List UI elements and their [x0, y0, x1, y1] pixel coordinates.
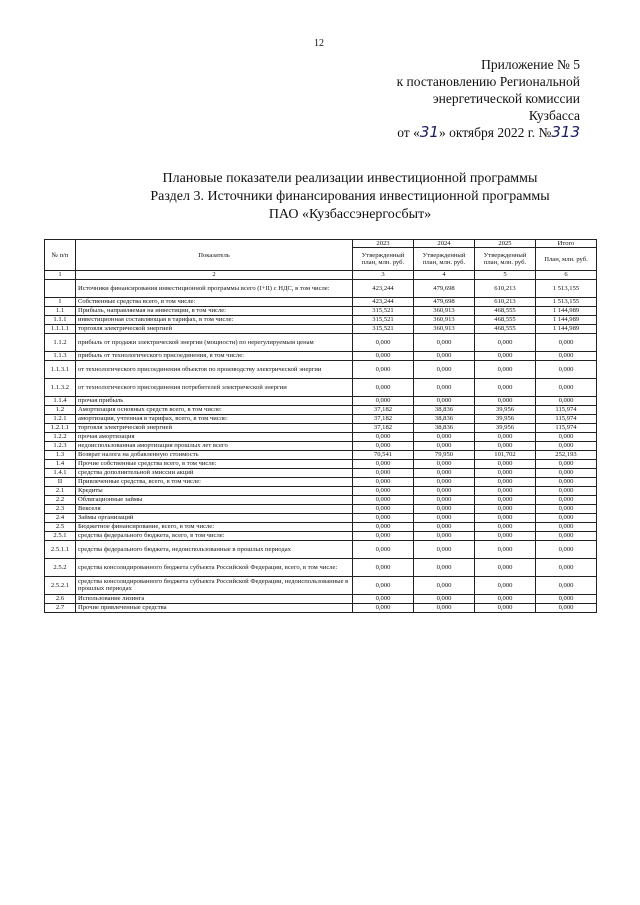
table-row — [45, 531, 597, 540]
row-indicator: торговля электрической энергией — [76, 423, 353, 432]
title-line-3: ПАО «Кузбассэнергосбыт» — [268, 207, 432, 222]
handwritten-day: 31 — [419, 123, 439, 141]
row-value: 0,000 — [414, 504, 475, 513]
table-row — [45, 360, 597, 378]
row-value: 479,698 — [414, 297, 475, 306]
row-value: 0,000 — [353, 432, 414, 441]
row-total: 0,000 — [536, 351, 597, 360]
row-total: 0,000 — [536, 432, 597, 441]
row-value: 360,913 — [414, 306, 475, 315]
row-number: 1.2 — [45, 405, 76, 414]
header-index: 3 — [353, 271, 414, 279]
row-total: 0,000 — [536, 513, 597, 522]
row-number: 2.1 — [45, 486, 76, 495]
row-number: II — [45, 477, 76, 486]
row-value: 0,000 — [414, 603, 475, 612]
row-value: 0,000 — [475, 576, 536, 594]
header-year: 2023 — [353, 240, 414, 248]
table-row — [45, 396, 597, 405]
row-number: 1.1.3.2 — [45, 378, 76, 396]
row-value: 0,000 — [475, 333, 536, 351]
row-value: 0,000 — [414, 540, 475, 558]
row-number: 1.1.3 — [45, 351, 76, 360]
row-indicator: Кредиты — [76, 486, 353, 495]
row-total: 0,000 — [536, 558, 597, 576]
row-total: 1 144,989 — [536, 306, 597, 315]
row-value: 315,521 — [353, 306, 414, 315]
row-indicator: Облигационные займы — [76, 495, 353, 504]
row-value: 39,956 — [475, 423, 536, 432]
row-value: 0,000 — [475, 468, 536, 477]
row-number: 1.1.2 — [45, 333, 76, 351]
header-sub: Утвержденный план, млн. руб. — [475, 248, 536, 271]
table-row — [45, 306, 597, 315]
handwritten-number: 313 — [551, 123, 580, 141]
row-indicator: средства федерального бюджета, недоиспользованные в прошлых периодах — [76, 540, 353, 558]
title-line-1: Плановые показатели реализации инвестиционной программы — [162, 171, 538, 186]
row-indicator: Амортизация основных средств всего, в том числе: — [76, 405, 353, 414]
header-total-sub: План, млн. руб. — [536, 248, 597, 271]
row-value: 0,000 — [414, 513, 475, 522]
row-value: 0,000 — [353, 477, 414, 486]
row-value: 0,000 — [353, 441, 414, 450]
row-number: 1.1.1 — [45, 315, 76, 324]
row-value: 0,000 — [353, 576, 414, 594]
row-value: 0,000 — [475, 441, 536, 450]
appendix-line-3: энергетической комиссии — [432, 91, 580, 106]
row-number: 1.1.1.1 — [45, 324, 76, 333]
row-value: 0,000 — [475, 531, 536, 540]
row-number: 2.5.2 — [45, 558, 76, 576]
table-row — [45, 315, 597, 324]
row-value: 0,000 — [353, 378, 414, 396]
row-indicator: прочая амортизация — [76, 432, 353, 441]
row-total: 115,974 — [536, 423, 597, 432]
row-number: 1.4 — [45, 459, 76, 468]
row-indicator: Займы организаций — [76, 513, 353, 522]
row-indicator: прочая прибыль — [76, 396, 353, 405]
table-row — [45, 324, 597, 333]
header-index: 6 — [536, 271, 597, 279]
row-indicator: Бюджетное финансирование, всего, в том числе: — [76, 522, 353, 531]
header-year: 2024 — [414, 240, 475, 248]
table-row — [45, 405, 597, 414]
row-total: 1 513,155 — [536, 297, 597, 306]
row-value: 37,182 — [353, 414, 414, 423]
row-total: 0,000 — [536, 333, 597, 351]
row-value: 610,213 — [475, 297, 536, 306]
row-indicator: инвестиционная составляющая в тарифах, в том числе: — [76, 315, 353, 324]
row-number: 2.5 — [45, 522, 76, 531]
row-value: 0,000 — [353, 522, 414, 531]
row-value: 315,521 — [353, 315, 414, 324]
table-row — [45, 576, 597, 594]
row-number: 2.7 — [45, 603, 76, 612]
title-line-2: Раздел 3. Источники финансирования инвестиционной программы — [150, 189, 550, 204]
row-indicator: средства консолидированного бюджета субъекта Российской Федерации, всего, в том числе: — [76, 558, 353, 576]
row-total: 1 513,155 — [536, 279, 597, 297]
row-total: 0,000 — [536, 603, 597, 612]
row-indicator: Собственные средства всего, в том числе: — [76, 297, 353, 306]
row-value: 0,000 — [353, 459, 414, 468]
row-total: 0,000 — [536, 495, 597, 504]
row-value: 0,000 — [353, 558, 414, 576]
row-value: 0,000 — [475, 351, 536, 360]
table-row — [45, 513, 597, 522]
row-value: 0,000 — [414, 558, 475, 576]
row-value: 0,000 — [475, 396, 536, 405]
table-row — [45, 450, 597, 459]
row-value: 70,541 — [353, 450, 414, 459]
table-row — [45, 486, 597, 495]
row-value: 0,000 — [353, 504, 414, 513]
row-number: 2.2 — [45, 495, 76, 504]
row-number: 1.1 — [45, 306, 76, 315]
row-value: 0,000 — [353, 396, 414, 405]
row-total: 0,000 — [536, 360, 597, 378]
row-value: 0,000 — [475, 486, 536, 495]
row-value: 423,244 — [353, 297, 414, 306]
row-total: 0,000 — [536, 459, 597, 468]
row-value: 0,000 — [475, 378, 536, 396]
row-total: 115,974 — [536, 405, 597, 414]
row-total: 0,000 — [536, 396, 597, 405]
row-value: 0,000 — [475, 459, 536, 468]
table-row — [45, 495, 597, 504]
row-value: 315,521 — [353, 324, 414, 333]
row-total: 115,974 — [536, 414, 597, 423]
header-year: 2025 — [475, 240, 536, 248]
row-value: 0,000 — [414, 360, 475, 378]
row-number: 2.4 — [45, 513, 76, 522]
row-value: 0,000 — [475, 603, 536, 612]
row-value: 468,555 — [475, 306, 536, 315]
row-indicator: прибыль от технологического присоединения, в том числе: — [76, 351, 353, 360]
row-indicator: Прочие привлеченные средства — [76, 603, 353, 612]
row-number: 1.4.1 — [45, 468, 76, 477]
row-value: 0,000 — [414, 459, 475, 468]
row-value: 101,702 — [475, 450, 536, 459]
row-value: 0,000 — [414, 333, 475, 351]
row-value: 610,213 — [475, 279, 536, 297]
row-total: 252,193 — [536, 450, 597, 459]
row-number: 2.3 — [45, 504, 76, 513]
row-total: 0,000 — [536, 531, 597, 540]
table-row — [45, 603, 597, 612]
header-indicator: Показатель — [76, 240, 353, 271]
row-value: 38,836 — [414, 423, 475, 432]
row-value: 468,555 — [475, 324, 536, 333]
header-index: 1 — [45, 271, 76, 279]
appendix-line-1: Приложение № 5 — [481, 57, 580, 72]
row-indicator: Использование лизинга — [76, 594, 353, 603]
row-value: 0,000 — [475, 522, 536, 531]
table-row — [45, 441, 597, 450]
row-indicator: Прибыль, направляемая на инвестиции, в том числе: — [76, 306, 353, 315]
row-value: 0,000 — [475, 558, 536, 576]
row-indicator: Векселя — [76, 504, 353, 513]
row-value: 0,000 — [414, 522, 475, 531]
row-value: 423,244 — [353, 279, 414, 297]
row-total: 0,000 — [536, 486, 597, 495]
row-value: 38,836 — [414, 405, 475, 414]
row-number — [45, 279, 76, 297]
row-value: 0,000 — [414, 441, 475, 450]
table-row — [45, 279, 597, 297]
date-middle: » октября 2022 г. № — [438, 125, 552, 140]
row-number: 1.3 — [45, 450, 76, 459]
row-indicator: от технологического присоединения объектов по производству электрической энергии — [76, 360, 353, 378]
table-body — [45, 279, 597, 612]
row-indicator: Источники финансирования инвестиционной программы всего (I+II) с НДС, в том числе: — [76, 279, 353, 297]
row-indicator: средства федерального бюджета, всего, в том числе: — [76, 531, 353, 540]
row-total: 0,000 — [536, 540, 597, 558]
row-number: 2.6 — [45, 594, 76, 603]
table-row — [45, 594, 597, 603]
row-total: 0,000 — [536, 441, 597, 450]
row-indicator: амортизация, учтенная в тарифах, всего, в том числе: — [76, 414, 353, 423]
row-total: 0,000 — [536, 477, 597, 486]
row-number: 2.5.2.1 — [45, 576, 76, 594]
table-row — [45, 459, 597, 468]
row-total: 0,000 — [536, 594, 597, 603]
row-value: 0,000 — [414, 432, 475, 441]
row-value: 0,000 — [353, 333, 414, 351]
row-total: 0,000 — [536, 378, 597, 396]
row-indicator: от технологического присоединения потребителей электрической энергии — [76, 378, 353, 396]
row-value: 479,698 — [414, 279, 475, 297]
row-value: 0,000 — [414, 531, 475, 540]
appendix-date-line — [350, 124, 580, 141]
row-number: 2.5.1.1 — [45, 540, 76, 558]
row-indicator: Возврат налога на добавленную стоимость — [76, 450, 353, 459]
financing-table — [44, 239, 597, 613]
row-value: 39,956 — [475, 405, 536, 414]
row-value: 0,000 — [414, 576, 475, 594]
row-total: 0,000 — [536, 504, 597, 513]
row-number: I — [45, 297, 76, 306]
row-value: 0,000 — [353, 513, 414, 522]
table-row — [45, 504, 597, 513]
row-value: 0,000 — [414, 396, 475, 405]
row-value: 39,956 — [475, 414, 536, 423]
row-value: 37,182 — [353, 405, 414, 414]
document-title — [60, 170, 640, 224]
row-total: 0,000 — [536, 468, 597, 477]
table-row — [45, 477, 597, 486]
table-row — [45, 378, 597, 396]
row-value: 0,000 — [475, 432, 536, 441]
row-number: 1.2.1 — [45, 414, 76, 423]
row-value: 0,000 — [353, 540, 414, 558]
row-indicator: Прочие собственные средства всего, в том числе: — [76, 459, 353, 468]
table-row — [45, 432, 597, 441]
row-value: 0,000 — [414, 477, 475, 486]
row-value: 37,182 — [353, 423, 414, 432]
row-value: 360,913 — [414, 315, 475, 324]
row-total: 0,000 — [536, 576, 597, 594]
row-indicator: прибыль от продажи электрической энергии (мощности) по нерегулируемым ценам — [76, 333, 353, 351]
page-number: 12 — [314, 38, 324, 49]
header-index: 4 — [414, 271, 475, 279]
table-row — [45, 468, 597, 477]
table-row — [45, 522, 597, 531]
row-value: 0,000 — [475, 513, 536, 522]
row-indicator: средства дополнительной эмиссии акций — [76, 468, 353, 477]
row-value: 0,000 — [475, 495, 536, 504]
row-value: 0,000 — [353, 351, 414, 360]
row-value: 0,000 — [414, 378, 475, 396]
header-index: 2 — [76, 271, 353, 279]
header-index: 5 — [475, 271, 536, 279]
date-prefix: от « — [397, 125, 420, 140]
row-value: 0,000 — [414, 594, 475, 603]
row-value: 0,000 — [475, 540, 536, 558]
table-row — [45, 351, 597, 360]
appendix-header — [350, 56, 580, 141]
row-value: 0,000 — [414, 468, 475, 477]
row-value: 360,913 — [414, 324, 475, 333]
appendix-line-4: Кузбасса — [528, 108, 580, 123]
row-number: 2.5.1 — [45, 531, 76, 540]
row-value: 0,000 — [414, 351, 475, 360]
row-number: 1.2.3 — [45, 441, 76, 450]
row-value: 79,950 — [414, 450, 475, 459]
row-value: 0,000 — [353, 360, 414, 378]
table-row — [45, 414, 597, 423]
row-value: 468,555 — [475, 315, 536, 324]
header-num: № п/п — [45, 240, 76, 271]
header-sub: Утвержденный план, млн. руб. — [353, 248, 414, 271]
row-indicator: недоиспользованная амортизация прошлых лет всего — [76, 441, 353, 450]
table-row — [45, 423, 597, 432]
table-row — [45, 297, 597, 306]
header-sub: Утвержденный план, млн. руб. — [414, 248, 475, 271]
table-row — [45, 558, 597, 576]
row-total: 0,000 — [536, 522, 597, 531]
row-value: 0,000 — [475, 504, 536, 513]
row-value: 0,000 — [475, 360, 536, 378]
row-value: 0,000 — [353, 495, 414, 504]
row-number: 1.2.2 — [45, 432, 76, 441]
row-value: 0,000 — [475, 594, 536, 603]
appendix-line-2: к постановлению Региональной — [396, 74, 580, 89]
row-indicator: средства консолидированного бюджета субъекта Российской Федерации, недоиспользованные в прошлых периодах — [76, 576, 353, 594]
row-value: 0,000 — [353, 603, 414, 612]
row-value: 0,000 — [414, 495, 475, 504]
row-value: 0,000 — [353, 486, 414, 495]
row-indicator: торговля электрической энергией — [76, 324, 353, 333]
header-total: Итого — [536, 240, 597, 248]
table-row — [45, 540, 597, 558]
row-number: 1.1.4 — [45, 396, 76, 405]
row-value: 0,000 — [353, 531, 414, 540]
row-number: 1.1.3.1 — [45, 360, 76, 378]
row-value: 0,000 — [353, 468, 414, 477]
row-value: 38,836 — [414, 414, 475, 423]
row-value: 0,000 — [414, 486, 475, 495]
row-number: 1.2.1.1 — [45, 423, 76, 432]
row-value: 0,000 — [475, 477, 536, 486]
table-row — [45, 333, 597, 351]
row-indicator: Привлеченные средства, всего, в том числе: — [76, 477, 353, 486]
row-total: 1 144,989 — [536, 315, 597, 324]
row-value: 0,000 — [353, 594, 414, 603]
row-total: 1 144,989 — [536, 324, 597, 333]
